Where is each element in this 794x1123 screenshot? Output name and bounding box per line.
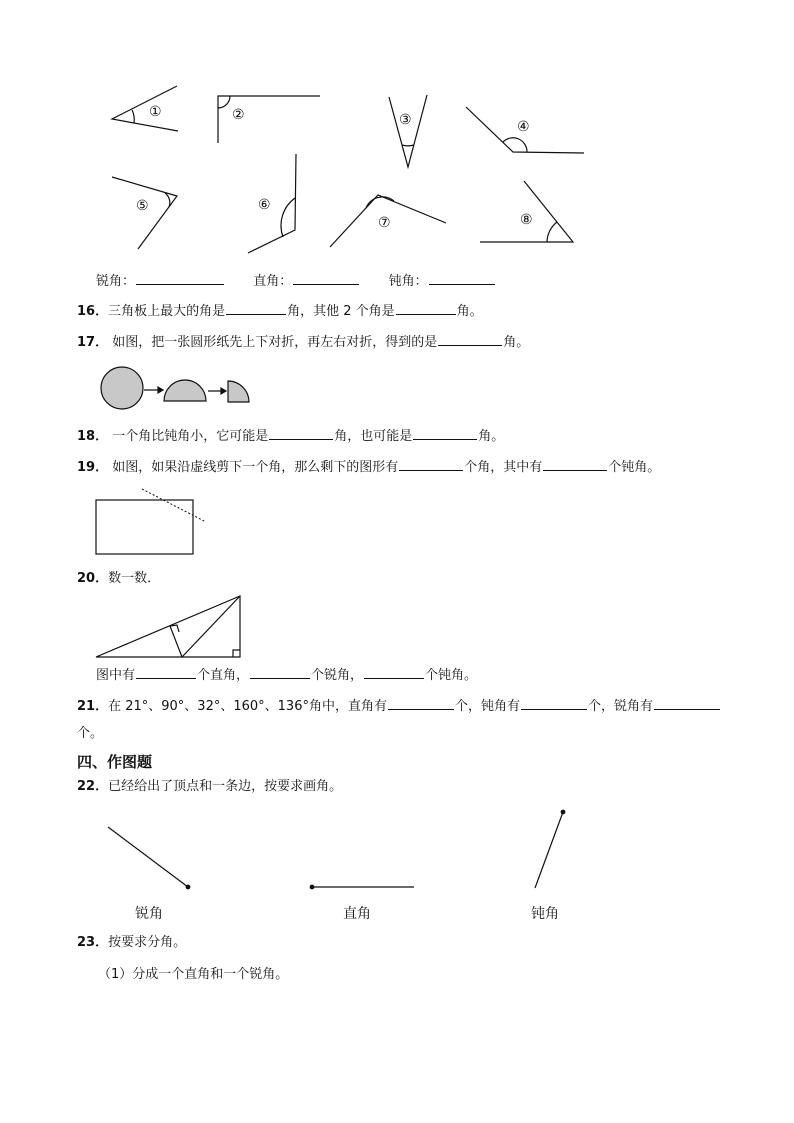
q17-number: 17． — [77, 335, 109, 350]
q20-text-3: 个直角， — [197, 668, 250, 683]
q18-blank-2[interactable] — [413, 425, 477, 440]
angle-label-2: ② — [232, 107, 245, 123]
acute-answer-label: 锐角： — [96, 274, 136, 289]
q21-number: 21． — [77, 699, 109, 714]
question-21 — [77, 695, 721, 716]
q20-blank-1[interactable] — [136, 664, 196, 679]
q16-blank-1[interactable] — [226, 300, 286, 315]
angle-label-4: ④ — [517, 119, 530, 135]
q21-continuation — [77, 725, 103, 743]
q19-blank-1[interactable] — [399, 456, 463, 471]
q21-blank-2[interactable] — [521, 695, 587, 710]
q18-text-2: 角，也可能是 — [334, 429, 413, 444]
q20-answer-line — [96, 664, 477, 685]
q18-blank-1[interactable] — [269, 425, 333, 440]
angle-label-3: ③ — [399, 112, 412, 128]
triangle-count-figure — [96, 596, 240, 657]
q19-text-3: 个钝角。 — [608, 460, 661, 475]
q20-blank-3[interactable] — [364, 664, 424, 679]
q16-text-2: 角，其他 2 个角是 — [287, 304, 395, 319]
q20-text-1: 数一数． — [108, 571, 161, 586]
q22-text-1: 已经给出了顶点和一条边，按要求画角。 — [108, 779, 343, 794]
rectangle-cut-figure — [96, 489, 206, 554]
angle-label-8: ⑧ — [520, 212, 533, 228]
q23-number: 23． — [77, 935, 109, 950]
angle-label-7: ⑦ — [378, 215, 391, 231]
q16-blank-2[interactable] — [396, 300, 456, 315]
right-answer-label: 直角： — [253, 274, 293, 289]
q20-blank-2[interactable] — [250, 664, 310, 679]
q17-text-1: 如图，把一张圆形纸先上下对折，再左右对折，得到的是 — [108, 335, 438, 350]
q20-number: 20． — [77, 571, 109, 586]
section-title: 四、作图题 — [77, 753, 153, 771]
q23-text-1: 按要求分角。 — [108, 935, 187, 950]
q21-text-4: 个。 — [77, 726, 104, 741]
q21-text-1: 在 21°、90°、32°、160°、136°角中，直角有 — [108, 699, 387, 714]
q20-text-4: 个锐角， — [311, 668, 364, 683]
q16-number: 16． — [77, 304, 109, 319]
question-19 — [77, 456, 660, 477]
angle-figure-1 — [112, 86, 178, 131]
obtuse-answer-blank[interactable] — [429, 270, 495, 285]
question-16 — [77, 300, 483, 321]
q17-blank[interactable] — [438, 331, 502, 346]
q16-text-1: 三角板上最大的角是 — [108, 304, 226, 319]
angle-label-6: ⑥ — [258, 197, 271, 213]
angle-figure-3 — [389, 95, 427, 167]
q16-text-3: 角。 — [456, 304, 483, 319]
q19-blank-2[interactable] — [543, 456, 607, 471]
question-18 — [77, 425, 504, 446]
acute-answer-blank[interactable] — [136, 270, 224, 285]
q18-text-1: 一个角比钝角小，它可能是 — [108, 429, 269, 444]
angle-figure-6 — [248, 154, 296, 253]
q18-text-3: 角。 — [478, 429, 505, 444]
angle-label-5: ⑤ — [136, 198, 149, 214]
q19-number: 19． — [77, 460, 109, 475]
obtuse-draw-label: 钝角 — [531, 906, 559, 922]
q19-text-2: 个角，其中有 — [464, 460, 543, 475]
question-23 — [77, 934, 186, 952]
q20-text-2: 图中有 — [96, 668, 136, 683]
q21-blank-1[interactable] — [388, 695, 454, 710]
question-20 — [77, 570, 160, 588]
acute-draw-label: 锐角 — [135, 906, 163, 922]
right-draw-label: 直角 — [343, 906, 371, 922]
circle-fold-figure — [101, 367, 249, 409]
q22-number: 22． — [77, 779, 109, 794]
question-17 — [77, 331, 529, 352]
q17-text-2: 角。 — [503, 335, 530, 350]
angle-label-1: ① — [149, 104, 162, 120]
q21-blank-3[interactable] — [654, 695, 720, 710]
q20-text-5: 个钝角。 — [425, 668, 478, 683]
draw-angle-figures — [108, 810, 565, 889]
q21-text-3: 个，锐角有 — [588, 699, 654, 714]
q19-text-1: 如图，如果沿虚线剪下一个角，那么剩下的图形有 — [108, 460, 399, 475]
question-22 — [77, 778, 342, 796]
obtuse-answer-label: 钝角： — [388, 274, 428, 289]
q18-number: 18． — [77, 429, 109, 444]
right-answer-blank[interactable] — [293, 270, 359, 285]
q23-subquestion-1: （1）分成一个直角和一个锐角。 — [98, 967, 289, 982]
q15-answer-line — [96, 270, 496, 289]
q21-text-2: 个，钝角有 — [454, 699, 520, 714]
